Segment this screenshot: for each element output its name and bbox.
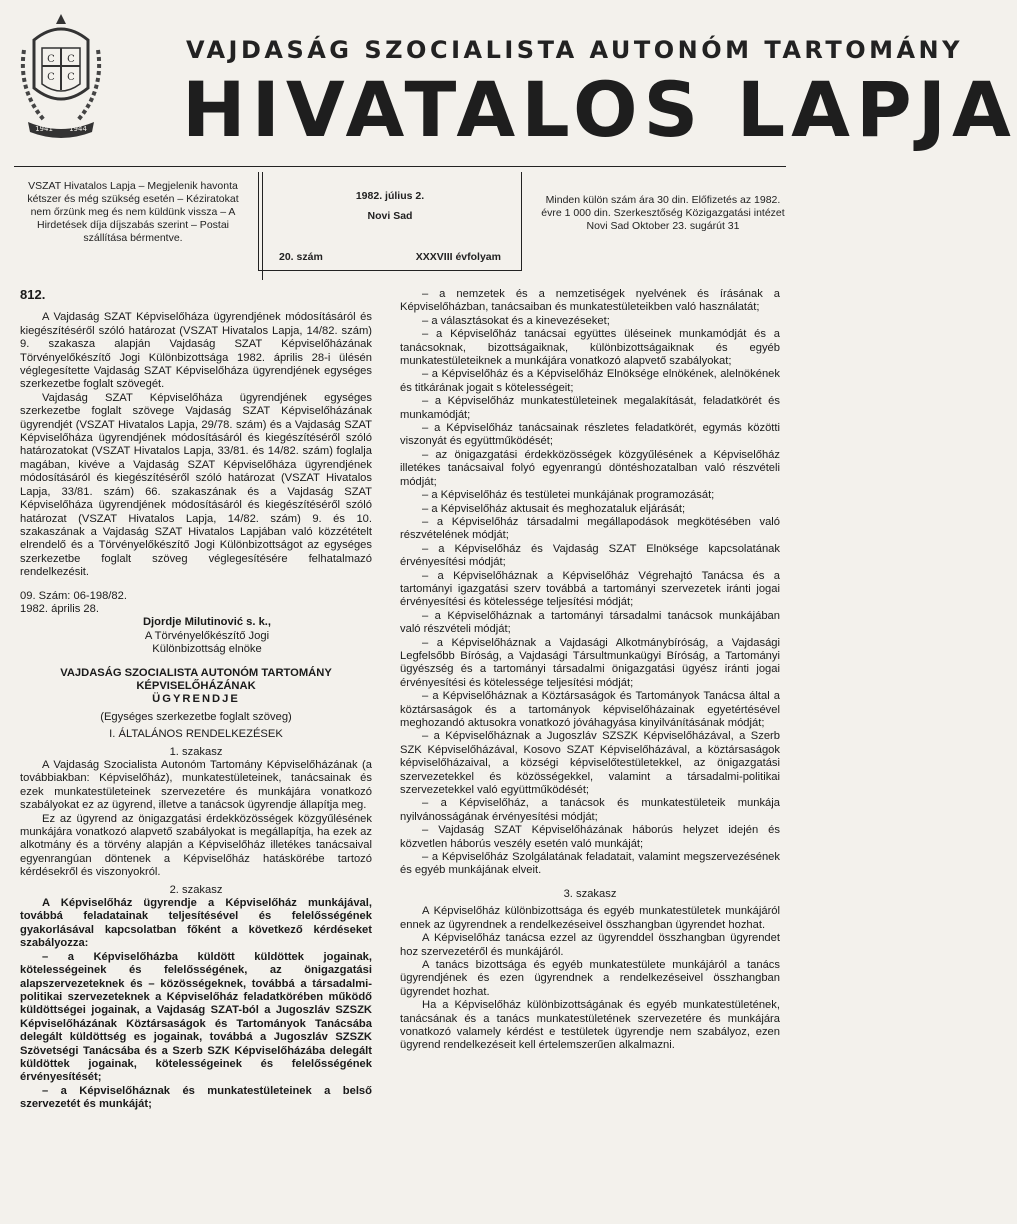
issue-number: 20. szám (279, 251, 323, 263)
list-item: – a Képviselőháznak a Vajdasági Alkotmánybíróság, a Vajdasági Legfelsőbb Bíróság, a Vajdasági Társultmunkaügyi Bíróság, a Tartományi ügyészség és a tartományi társadalmi önigazgatási ügyész iránti jogai érvényesítési és kötelessége teljesítési módját; (400, 636, 780, 689)
issue-place: Novi Sad (367, 210, 413, 222)
list-item: – a Képviselőház és Vajdaság SZAT Elnöksége kapcsolatának érvényesítési módját; (400, 542, 780, 569)
list-item: – Vajdaság SZAT Képviselőházának háborús helyzet idején és közvetlen háborús veszély esetén való munkáját; (400, 824, 780, 850)
body-paragraph: Ha a Képviselőház különbizottságának és egyéb munkatestületének, tanácsának és a tanács munkatestületének szervezetére és munkájára vonatkozó valamely kérdést e testületek ügyrendje nem szabályoz, ezen ügyrend rendelkezéseit kell értelemszerűen alkalmazni. (400, 999, 780, 1052)
body-paragraph: A Képviselőház különbizottsága és egyéb munkatestületek munkájáról ennek az ügyrendnek a rendelkezéseivel összhangban ügyrendet hozhat. (400, 905, 780, 931)
intro-paragraph: A Vajdaság SZAT Képviselőháza ügyrendjének módosításáról és kiegészítéséről szóló határozat (VSZAT Hivatalos Lapja, 14/82. szám) 9. szakasza alapján Vajdaság SZAT Képviselőházának Törvényelőkészítő Jogi Különbizottsága 1982. április 28-i ülésén véglegesítette Vajdaság SZAT Képviselőháza ügyrendjének egységes szerkezetbe foglalt szövegét. (20, 311, 372, 391)
masthead-title: HIVATALOS LAPJA (182, 65, 1017, 154)
intro-paragraph: Vajdaság SZAT Képviselőháza ügyrendjének egységes szerkezetbe foglalt szövege Vajdaság SZAT Képviselőházának ügyrendjét (VSZAT Hivatalos Lapja, 29/78. szám) és a Vajdaság SZAT Képviselőháza ügyrendjének módosításáról és kiegészítéséről szóló határozatokat (VSZAT Hivatalos Lapja, 33/81. és 14/82. szám) foglalja magában, kivéve a Vajdaság SZAT Képviselőháza ügyrendjének módosításáról és kiegészítéséről szóló határozat (VSZAT Hivatalos Lapja, 33/81. szám) 66. szakaszának és a Vajdaság SZAT Képviselőháza ügyrendjének módosításáról és kiegészítéséről szóló határozat (VSZAT Hivatalos Lapja, 14/82. szám) 9. és 10. szakaszának a Vajdaság SZAT Hivatalos Lapjában való közzétételt elrendelő és a Törvényelőkészítő Jogi Különbizottságot az egységes szerkezetbe foglalt szöveg véglegesítésére felhatalmazó rendelkezésit. (20, 391, 372, 579)
list-item: – a Képviselőháznak és munkatestületeinek a belső szervezetét és munkáját; (20, 1084, 372, 1111)
list-item: – a Képviselőházba küldött küldöttek jogainak, kötelességeinek és felelősségének, az önigazgatási alapszervezeteknek és – közösségeknek, továbbá a társadalmi-politikai szervezeteknek a Képviselőház feladatkörében működő küldöttségei jogainak, a Vajdaság SZAT-ból a Jugoszláv SZSZK Képviselőházának Köztársaságok és Tartományok Tanácsába delegált küldöttség es jogainak, továbbá a Jugoszláv SZSZK Szövetségi Tanácsába és a Szerb SZK Képviselőházába delegált küldöttek jogainak, kötelességeinek és felelősségének érvényesítését; (20, 950, 372, 1084)
body-paragraph: A tanács bizottsága és egyéb munkatestülete munkájáról a tanács ügyrendjének és ezen ügyrendnek a rendelkezéseivel összhangban ügyrendet hozhat. (400, 958, 780, 998)
section-heading: 1. szakasz (169, 745, 223, 758)
section-heading: 2. szakasz (169, 883, 223, 896)
emblem-year-left: 1941 (35, 125, 53, 133)
document-title: VAJDASÁG SZOCIALISTA AUTONÓM TARTOMÁNY KÉPVISELŐHÁZÁNAK (60, 666, 332, 692)
svg-text:C: C (47, 54, 55, 65)
list-item: – a Képviselőháznak a tartományi társadalmi tanácsok munkájában való részvételi módját; (400, 609, 780, 636)
emblem-year-right: 1944 (69, 125, 87, 133)
body-paragraph: A Képviselőház tanácsa ezzel az ügyrenddel összhangban ügyrendet hoz szervezetéről és munkájáról. (400, 932, 780, 958)
list-item: – a Képviselőház munkatestületeinek megalakítását, feladatkörét és munkamódját; (400, 395, 780, 421)
publication-info: VSZAT Hivatalos Lapja – Megjelenik havonta kétszer és még szükség esetén – Kéziratokat nem őrzünk meg és nem küldünk vissza – A Hirdetések díja díjszabás szerint – Postai szállítása bérmentve. (16, 172, 263, 280)
svg-text:C: C (67, 54, 75, 65)
list-item: – a Képviselőház és testületei munkájának programozását; (422, 489, 715, 502)
masthead-top-line: VAJDASÁG SZOCIALISTA AUTONÓM TARTOMÁNY (186, 36, 964, 64)
list-item: – a Képviselőház tanácsainak részletes feladatkörét, egymás közötti viszonyát és együttműködését; (400, 422, 780, 448)
body-paragraph: A Képviselőház ügyrendje a Képviselőház munkájával, továbbá feladatainak teljesítésével és felelősségének gyakorlásával kapcsolatban főként a következő kérdéseket szabályozza: (20, 897, 372, 950)
list-item: – az önigazgatási érdekközösségek közgyűlésének a Képviselőház illetékes tanácsaival folyó egyenrangú döntéshozatalban való részvételi módját; (400, 448, 780, 488)
svg-text:C: C (47, 72, 55, 83)
body-paragraph: Ez az ügyrend az önigazgatási érdekközösségek közgyűlésének munkájára vonatkozó alapvető szabályokat is megállapítja, ha ezek az alkotmány és a törvény alapján a Képviselőház illetékes tanácsaival egyenrangúan döntenek a Képviselőház hatáskörébe tartozó kérdésekről és viszonyokról. (20, 812, 372, 879)
list-item: – a Képviselőház és a Képviselőház Elnöksége elnökének, alelnökének és titkárának jogait s kötelességeit; (400, 368, 780, 394)
issue-info-box (258, 172, 522, 271)
subscription-info: Minden külön szám ára 30 din. Előfizetés az 1982. évre 1 000 din. Szerkesztőség Közigazgatási intézet Novi Sad Oktober 23. sugárút 31 (541, 194, 785, 232)
list-item: – a választásokat és a kinevezéseket; (422, 314, 610, 327)
issue-date: 1982. július 2. (355, 190, 425, 202)
body-paragraph: A Vajdaság Szocialista Autonóm Tartomány Képviselőházának (a továbbiakban: Képviselőház), munkatestületeinek, tanácsainak és ezek munkatestületeinek szervezetére és munkájára vonatkozó szabályokat ez az ügyrend, illetve a tanácsok ügyrendje állapítja meg. (20, 759, 372, 812)
signer-title: A Törvényelőkészítő Jogi (144, 629, 270, 642)
list-item: – a Képviselőháznak a Köztársaságok és Tartományok Tanácsa által a köztársaságok és a tartományok képviselőházainak egyetértésével meghozandó aktusokra vonatkozó jóváhagyása kinyilvánításának módját; (400, 690, 780, 729)
document-subtitle: (Egységes szerkezetbe foglalt szöveg) (100, 710, 292, 723)
issue-volume: XXXVIII évfolyam (415, 251, 501, 263)
coat-of-arms-emblem (14, 10, 108, 146)
list-item: – a Képviselőház társadalmi megállapodások megkötésében való részvételének módját; (400, 515, 780, 542)
list-item: – a Képviselőház tanácsai együttes üléseinek munkamódját és a tanácsoknak, bizottságaiknak, különbizottságaiknak és egyéb munkatestületeiknek a munkájára vonatkozó alapvető szabályokat; (400, 328, 780, 368)
list-item: – a Képviselőház Szolgálatának feladatait, valamint megszervezésének és egyéb munkájának elveit. (400, 851, 780, 877)
document-title-sub: ÜGYRENDJE (152, 693, 240, 706)
list-item: – a Képviselőháznak a Képviselőház Végrehajtó Tanácsa és a tartományi igazgatási szerv továbbá a tartományi szervezetek iránti jogai érvényesítési és kötelessége teljesítési módját; (400, 569, 780, 609)
list-item: – a Képviselőháznak a Jugoszláv SZSZK Képviselőházával, a Szerb SZK Képviselőházával, Kosovo SZAT Képviselőházával, a köztársaságok képviselőházaival, a községi képviselőtestületekkel, az önigazgatási szervezetekkel és közösségekkel, valamint a társadalmi-politikai szervezetekkel való együttműködését; (400, 730, 780, 797)
signer-title: Különbizottság elnöke (152, 643, 262, 656)
list-item: – a nemzetek és a nemzetiségek nyelvének és írásának a Képviselőházban, tanácsaiban és munkatestületeikben való használatát; (400, 288, 780, 314)
signer-name: Djordje Milutinović s. k., (142, 616, 272, 629)
chapter-heading: I. ÁLTALÁNOS RENDELKEZÉSEK (109, 728, 283, 741)
list-item: – a Képviselőház aktusait és meghozataluk eljárását; (422, 502, 686, 515)
header-rule (14, 166, 786, 167)
article-number: 812. (20, 287, 46, 302)
reference-date: 1982. április 28. (20, 602, 99, 615)
list-item: – a Képviselőház, a tanácsok és munkatestületeik munkája nyilvánosságának érvényesítési módját; (400, 797, 780, 823)
reference-number: 09. Szám: 06-198/82. (20, 589, 127, 602)
svg-text:C: C (67, 72, 75, 83)
right-column (400, 288, 780, 1053)
section-heading: 3. szakasz (563, 887, 617, 900)
left-column (20, 288, 372, 1112)
